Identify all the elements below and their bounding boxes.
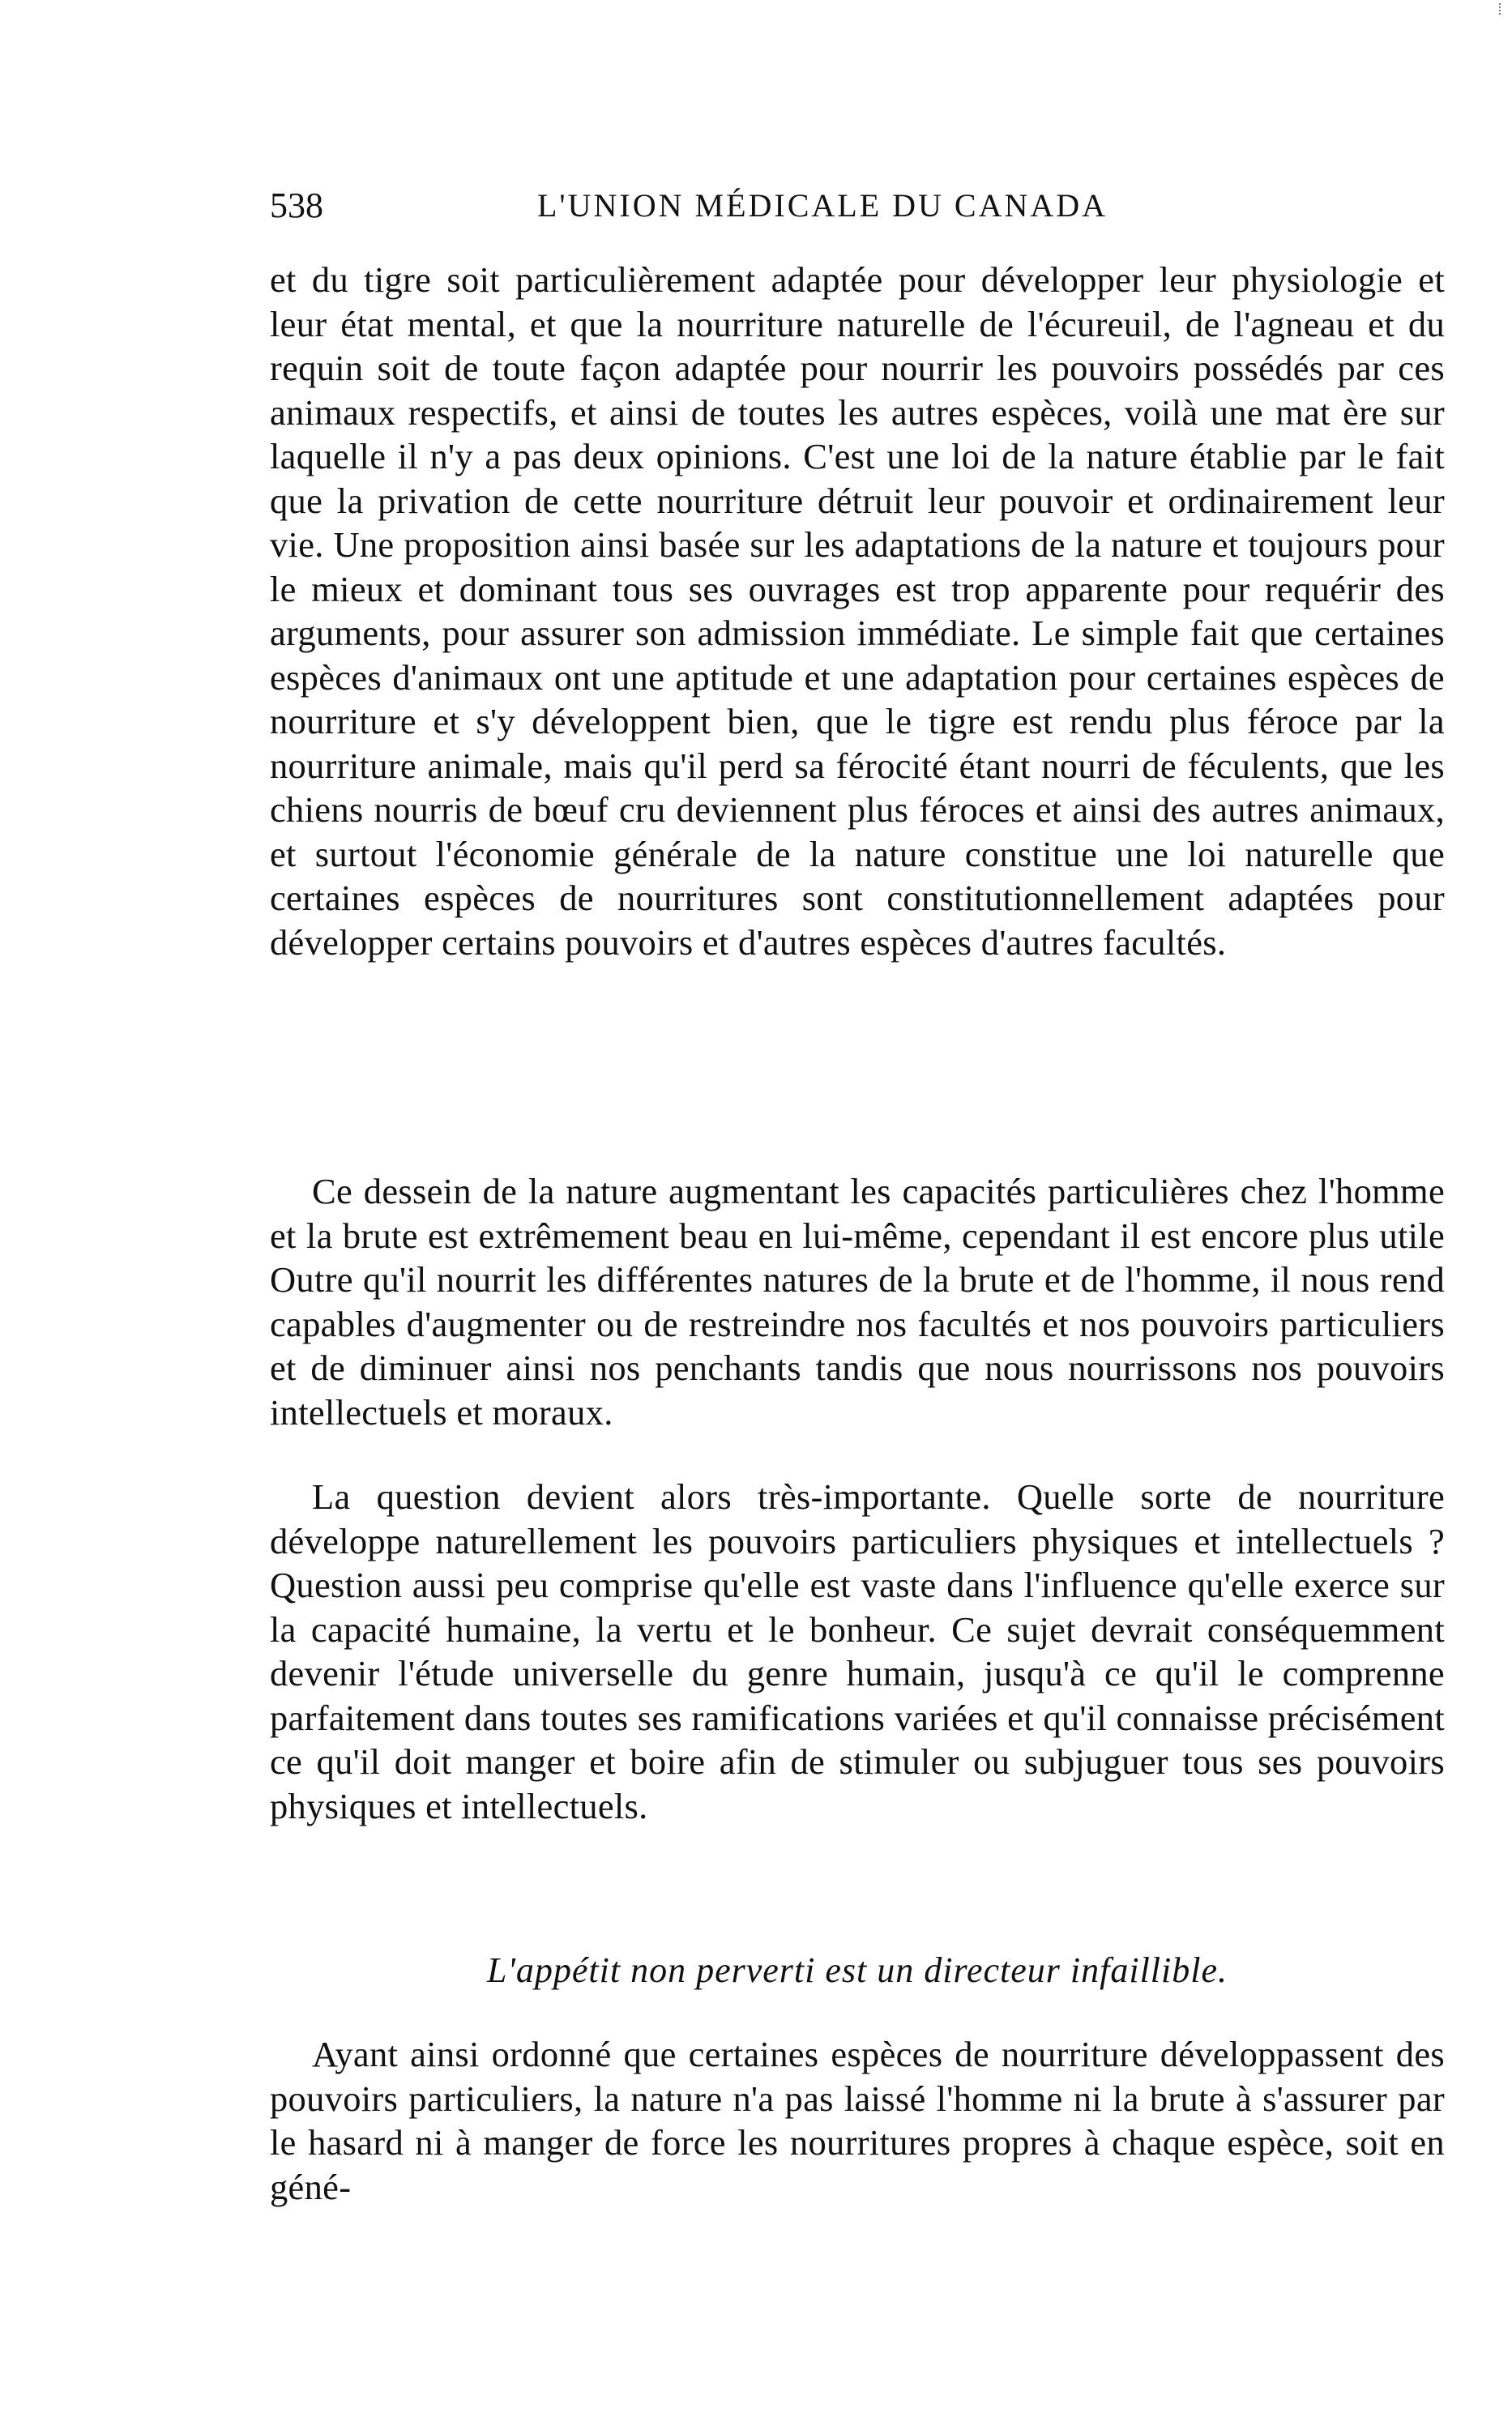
section-heading: L'appétit non perverti est un directeur infaillible. bbox=[487, 1950, 1228, 1990]
body-paragraph-2: Ce dessein de la nature augmentant les capacités particulières chez l'homme et la brute est extrêmement beau en lui-même, cependant il est encore plus utile Outre qu'il nourrit les différentes natures de la brute et de l'homme, il nous rend capables d'augmenter ou de restreindre nos facultés et nos pouvoirs particuliers et de diminuer ainsi nos penchants tandis que nous nourrissons nos pouvoirs intellectuels et moraux. bbox=[270, 1171, 1445, 1433]
running-title: L'UNION MÉDICALE DU CANADA bbox=[537, 187, 1108, 224]
scan-corner-mark bbox=[1499, 3, 1506, 15]
body-paragraph-4: Ayant ainsi ordonné que certaines espèces de nourriture développassent des pouvoirs particuliers, la nature n'a pas laissé l'homme ni la brute à s'assurer par le hasard ni à manger de force les nourritures propres à chaque espèce, soit en géné- bbox=[270, 2034, 1445, 2207]
body-paragraph-1: et du tigre soit particulièrement adaptée pour développer leur physiologie et leur état mental, et que la nourriture naturelle de l'écureuil, de l'agneau et du requin soit de toute façon adaptée pour nourrir les pouvoirs possédés par ces animaux respectifs, et ainsi de toutes les autres espèces, voilà une mat ère sur laquelle il n'y a pas deux opinions. C'est une loi de la nature établie par le fait que la privation de cette nourriture détruit leur pouvoir et ordinairement leur vie. Une proposition ainsi basée sur les adaptations de la nature et toujours pour le mieux et dominant tous ses ouvrages est trop apparente pour requérir des arguments, pour assurer son admission immédiate. Le simple fait que certaines espèces d'animaux ont une aptitude et une adaptation pour certaines espèces de nourriture et s'y développent bien, que le tigre est rendu plus féroce par la nourriture animale, mais qu'il perd sa férocité étant nourri de féculents, que les chiens nourris de bœuf cru deviennent plus féroces et ainsi des autres animaux, et surtout l'économie générale de la nature constitue une loi naturelle que certaines espèces de nourritures sont constitutionnellement adaptées pour développer certains pouvoirs et d'autres espèces d'autres facultés. bbox=[270, 259, 1445, 963]
page-number: 538 bbox=[270, 186, 323, 225]
running-header bbox=[270, 180, 1453, 232]
body-paragraph-3: La question devient alors très-importante. Quelle sorte de nourriture développe naturellement les pouvoirs particuliers physiques et intellectuels ? Question aussi peu comprise qu'elle est vaste dans l'influence qu'elle exerce sur la capacité humaine, la vertu et le bonheur. Ce sujet devrait conséquemment devenir l'étude universelle du genre humain, jusqu'à ce qu'il le comprenne parfaitement dans toutes ses ramifications variées et qu'il connaisse précisément ce qu'il doit manger et boire afin de stimuler ou subjuguer tous ses pouvoirs physiques et intellectuels. bbox=[270, 1476, 1445, 1826]
